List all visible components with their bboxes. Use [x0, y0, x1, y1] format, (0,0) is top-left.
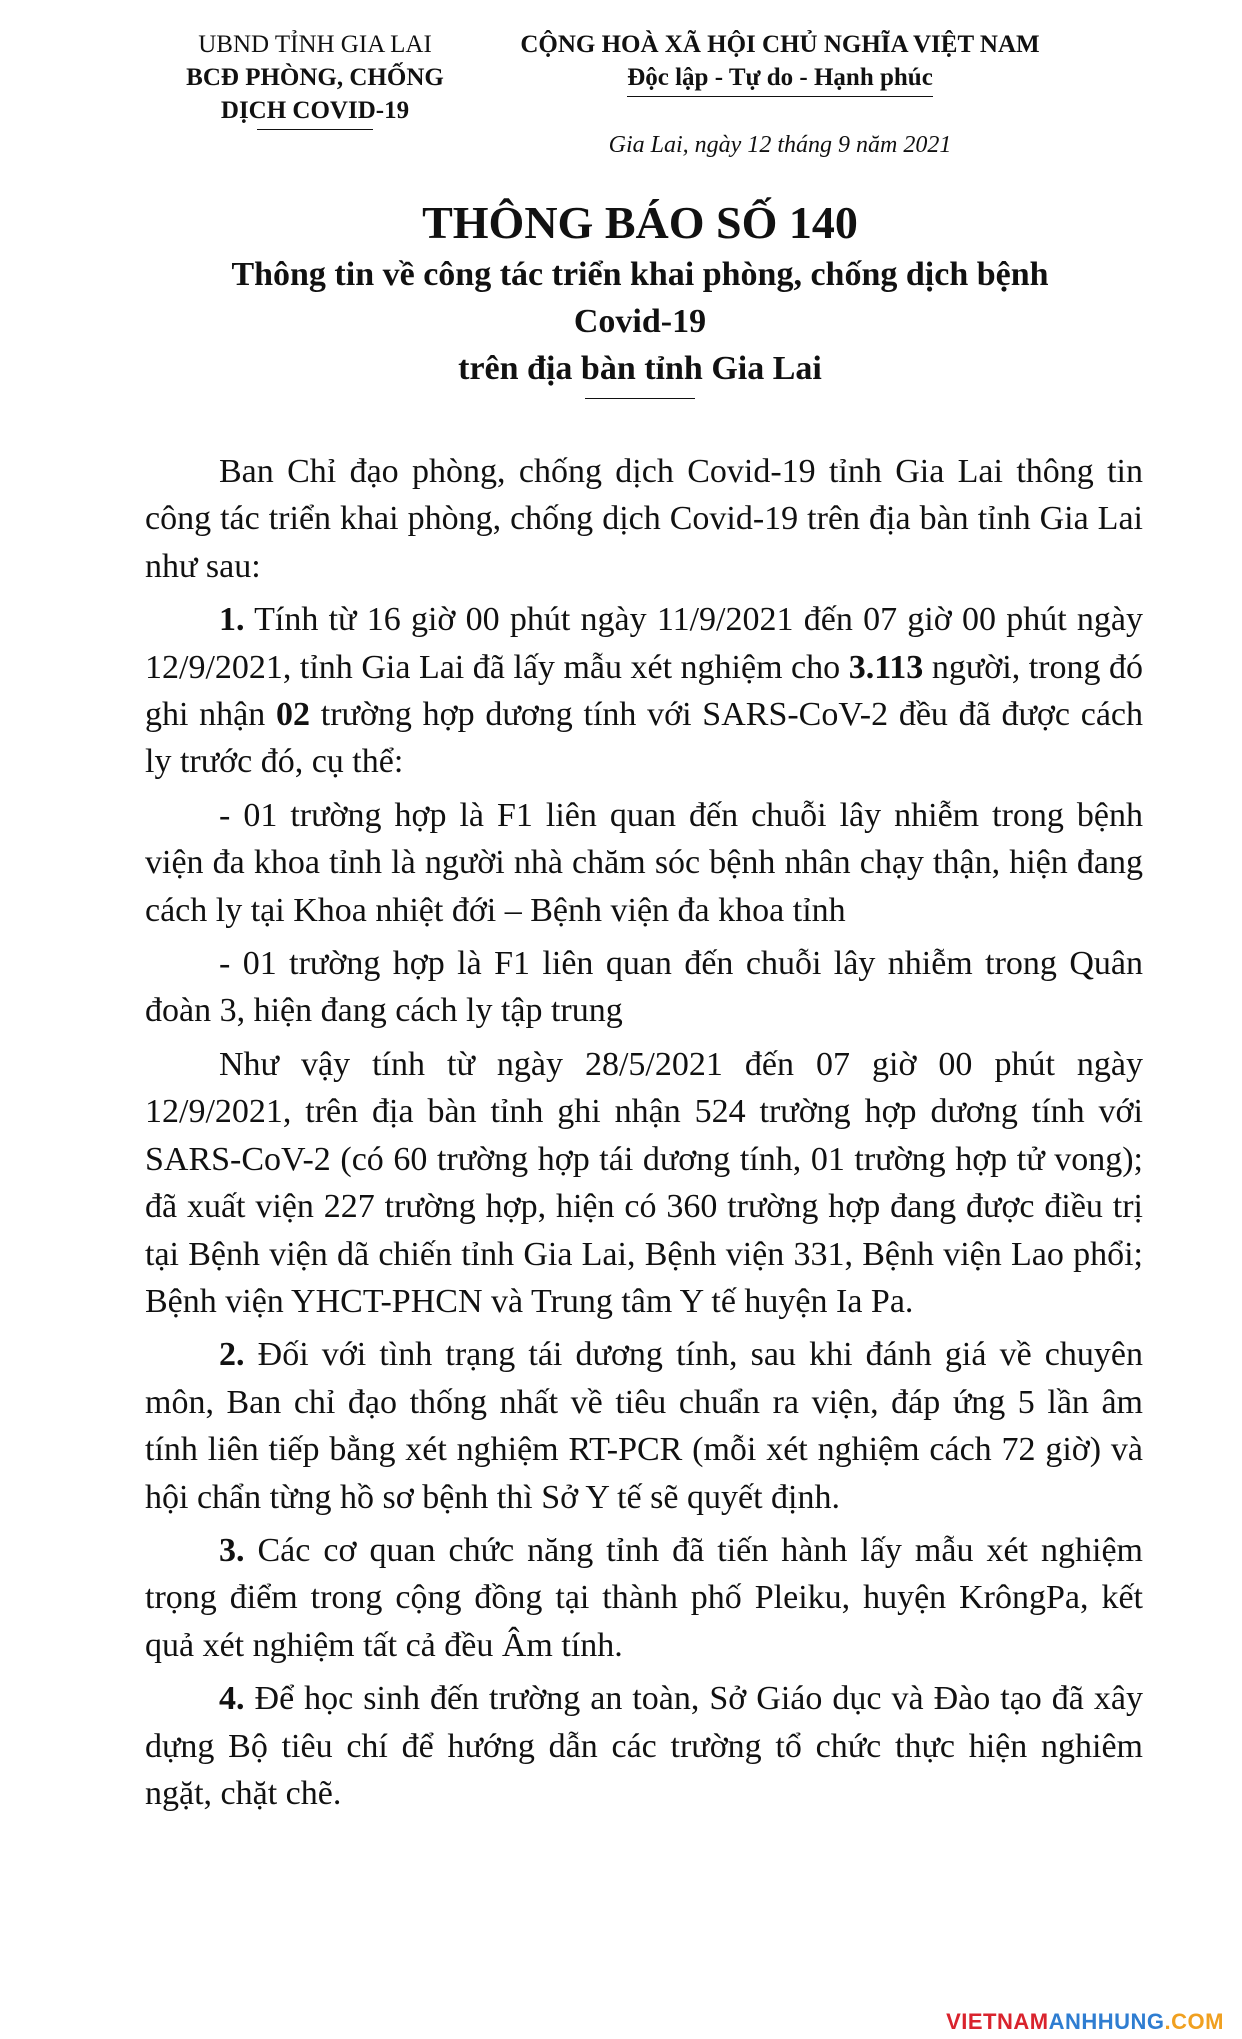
positive-count: 02	[276, 696, 311, 734]
section-1-text-a: Tính từ 16 giờ 00 phút ngày 11/9/2021 đến 07 giờ 00 phút ngày 12/9/2021, tỉnh Gia Lai đã lấy mẫu xét nghiệm cho	[145, 601, 1143, 686]
section-2-number: 2.	[219, 1336, 245, 1374]
title-underline	[585, 398, 695, 399]
issue-date: Gia Lai, ngày 12 tháng 9 năm 2021	[608, 132, 952, 158]
summary-paragraph: Như vậy tính từ ngày 28/5/2021 đến 07 giờ 00 phút ngày 12/9/2021, trên địa bàn tỉnh ghi nhận 524 trường hợp dương tính với SARS-CoV-2 (có 60 trường hợp tái dương tính, 01 trường hợp tử vong); đã xuất viện 227 trường hợp, hiện có 360 trường hợp đang được điều trị tại Bệnh viện dã chiến tỉnh Gia Lai, Bệnh viện 331, Bệnh viện Lao phổi; Bệnh viện YHCT-PHCN và Trung tâm Y tế huyện Ia Pa.	[145, 1045, 1143, 1320]
authority-underline	[257, 129, 373, 130]
section-2-text: Đối với tình trạng tái dương tính, sau khi đánh giá về chuyên môn, Ban chỉ đạo thống nhất về tiêu chuẩn ra viện, đáp ứng 5 lần âm tính liên tiếp bằng xét nghiệm RT-PCR (mỗi xét nghiệm cách 72 giờ) và hội chẩn từng hồ sơ bệnh thì Sở Y tế sẽ quyết định.	[145, 1336, 1143, 1516]
section-1	[145, 596, 1143, 786]
section-3-text: Các cơ quan chức năng tỉnh đã tiến hành lấy mẫu xét nghiệm trọng điểm trong cộng đồng tại thành phố Pleiku, huyện KrôngPa, kết quả xét nghiệm tất cả đều Âm tính.	[145, 1531, 1143, 1664]
case-bullet-1: - 01 trường hợp là F1 liên quan đến chuỗi lây nhiễm trong bệnh viện đa khoa tỉnh là người nhà chăm sóc bệnh nhân chạy thận, hiện đang cách ly tại Khoa nhiệt đới – Bệnh viện đa khoa tỉnh	[145, 796, 1143, 929]
section-3	[145, 1527, 1143, 1669]
committee-name-line1: BCĐ PHÒNG, CHỐNG	[186, 64, 444, 91]
notice-number: THÔNG BÁO SỐ 140	[422, 197, 858, 248]
section-4-text: Để học sinh đến trường an toàn, Sở Giáo dục và Đào tạo đã xây dựng Bộ tiêu chí để hướng dẫn các trường tổ chức thực hiện nghiêm ngặt, chặt chẽ.	[145, 1680, 1143, 1812]
tests-count: 3.113	[848, 648, 924, 686]
issuing-authority	[135, 28, 495, 130]
section-1-text-b: người, trong đó ghi nhận	[145, 648, 1143, 734]
watermark-part-2: ANHHUNG	[1048, 2009, 1165, 2034]
document-title	[140, 195, 1140, 399]
committee-name-line2: DỊCH COVID-19	[220, 97, 410, 124]
national-heading	[480, 28, 1080, 97]
document-body	[145, 448, 1143, 1823]
watermark-part-1: VIETNAM	[946, 2009, 1049, 2034]
section-1-text-c: trường hợp dương tính với SARS-CoV-2 đều đã được cách ly trước đó, cụ thể:	[145, 696, 1143, 781]
section-4	[145, 1675, 1143, 1817]
case-bullet-2: - 01 trường hợp là F1 liên quan đến chuỗi lây nhiễm trong Quân đoàn 3, hiện đang cách ly tập trung	[145, 945, 1143, 1030]
national-motto: Độc lập - Tự do - Hạnh phúc	[627, 61, 933, 97]
title-line2: Covid-19	[573, 303, 707, 340]
section-4-number: 4.	[219, 1680, 245, 1718]
title-line1: Thông tin về công tác triển khai phòng, chống dịch bệnh	[231, 256, 1049, 293]
section-3-number: 3.	[219, 1531, 245, 1569]
nation-name: CỘNG HOÀ XÃ HỘI CHỦ NGHĨA VIỆT NAM	[520, 31, 1040, 58]
site-watermark	[946, 2009, 1224, 2035]
authority-name: UBND TỈNH GIA LAI	[198, 31, 432, 58]
intro-paragraph: Ban Chỉ đạo phòng, chống dịch Covid-19 tỉnh Gia Lai thông tin công tác triển khai phòng, chống dịch Covid-19 trên địa bàn tỉnh Gia Lai như sau:	[145, 453, 1143, 585]
title-line3: trên địa bàn tỉnh Gia Lai	[458, 350, 822, 387]
section-1-number: 1.	[219, 601, 245, 639]
section-2	[145, 1331, 1143, 1521]
watermark-part-3: .COM	[1164, 2009, 1224, 2034]
